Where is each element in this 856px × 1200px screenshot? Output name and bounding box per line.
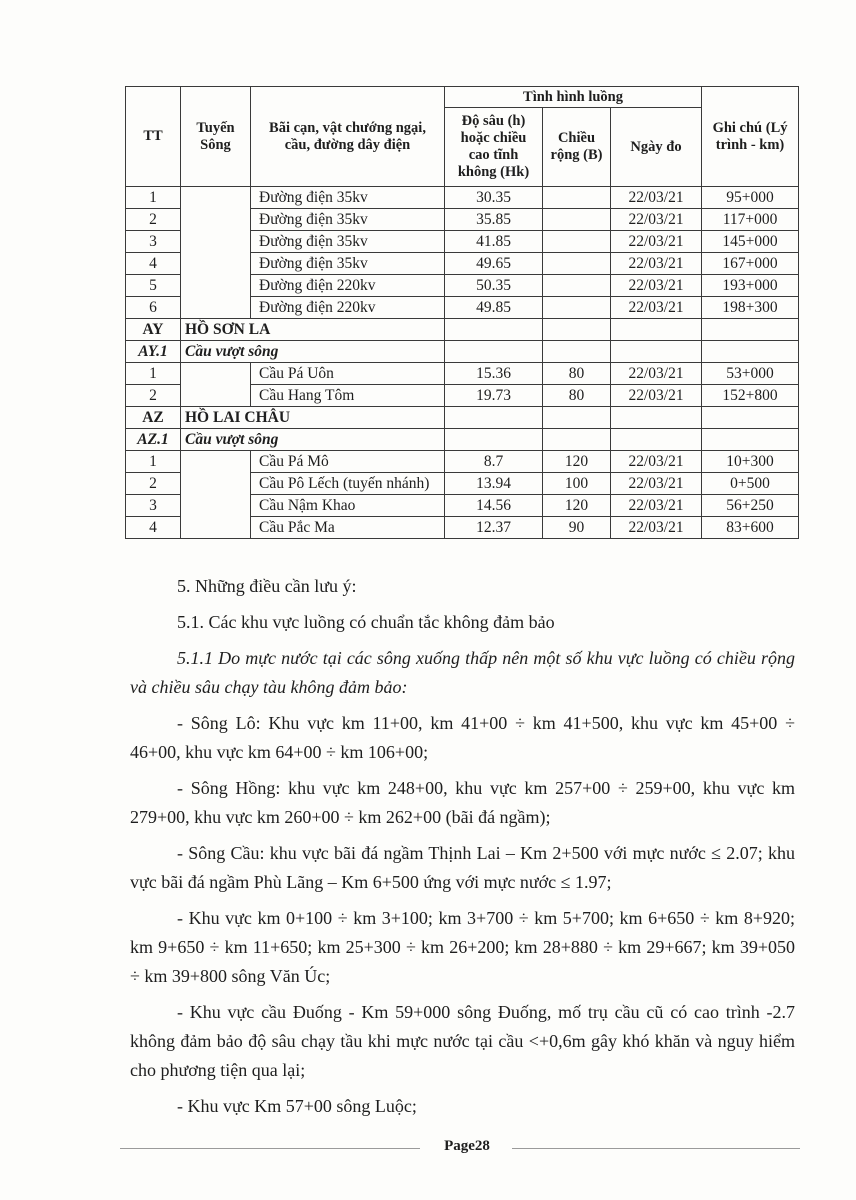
note-item: - Khu vực Km 57+00 sông Luộc; <box>177 1096 417 1116</box>
cell-tuyen-song <box>181 187 251 319</box>
cell-width: 80 <box>543 385 611 407</box>
cell-note: 198+300 <box>702 297 799 319</box>
cell-note: 145+000 <box>702 231 799 253</box>
header-bai-can: Bãi cạn, vật chướng ngại, cầu, đường dây điện <box>251 87 445 187</box>
empty-cell <box>445 429 543 451</box>
section-name: HỒ LAI CHÂU <box>181 407 445 429</box>
heading-5-1: 5.1. Các khu vực luồng có chuẩn tắc không đảm bảo <box>177 612 555 632</box>
section-code: AY <box>126 319 181 341</box>
cell-width: 100 <box>543 473 611 495</box>
cell-name: Cầu Pô Lếch (tuyến nhánh) <box>251 473 445 495</box>
cell-date: 22/03/21 <box>611 473 702 495</box>
cell-depth: 30.35 <box>445 187 543 209</box>
cell-name: Cầu Nậm Khao <box>251 495 445 517</box>
empty-cell <box>702 319 799 341</box>
cell-note: 56+250 <box>702 495 799 517</box>
note-item: - Sông Lô: Khu vực km 11+00, km 41+00 ÷ km 41+500, khu vực km 45+00 ÷ 46+00, khu vực km 64+00 ÷ km 106+00; <box>130 713 795 762</box>
cell-name: Đường điện 35kv <box>251 231 445 253</box>
cell-width: 80 <box>543 363 611 385</box>
cell-width: 120 <box>543 451 611 473</box>
empty-cell <box>445 407 543 429</box>
cell-tt: 3 <box>126 231 181 253</box>
cell-depth: 8.7 <box>445 451 543 473</box>
cell-depth: 35.85 <box>445 209 543 231</box>
section-code: AZ <box>126 407 181 429</box>
cell-width: 120 <box>543 495 611 517</box>
empty-cell <box>702 407 799 429</box>
cell-name: Cầu Pá Mô <box>251 451 445 473</box>
cell-date: 22/03/21 <box>611 517 702 539</box>
empty-cell <box>543 429 611 451</box>
cell-name: Đường điện 35kv <box>251 187 445 209</box>
heading-5: 5. Những điều cần lưu ý: <box>177 576 357 596</box>
table-row <box>126 187 799 209</box>
footer-rule-left <box>120 1148 420 1149</box>
header-tuyen-song: Tuyến Sông <box>181 87 251 187</box>
cell-tt: 2 <box>126 209 181 231</box>
cell-name: Đường điện 220kv <box>251 275 445 297</box>
table-header-row <box>126 87 799 108</box>
cell-width <box>543 231 611 253</box>
cell-name: Cầu Pắc Ma <box>251 517 445 539</box>
cell-date: 22/03/21 <box>611 385 702 407</box>
cell-depth: 19.73 <box>445 385 543 407</box>
page-footer <box>120 1138 800 1158</box>
empty-cell <box>543 407 611 429</box>
cell-tt: 1 <box>126 363 181 385</box>
cell-tt: 6 <box>126 297 181 319</box>
cell-tuyen-song <box>181 451 251 539</box>
cell-depth: 14.56 <box>445 495 543 517</box>
cell-note: 83+600 <box>702 517 799 539</box>
empty-cell <box>445 319 543 341</box>
cell-name: Đường điện 220kv <box>251 297 445 319</box>
cell-width <box>543 297 611 319</box>
table-row <box>126 451 799 473</box>
cell-tt: 4 <box>126 517 181 539</box>
cell-date: 22/03/21 <box>611 253 702 275</box>
empty-cell <box>611 429 702 451</box>
cell-tt: 2 <box>126 473 181 495</box>
cell-date: 22/03/21 <box>611 451 702 473</box>
cell-note: 53+000 <box>702 363 799 385</box>
section-name: HỒ SƠN LA <box>181 319 445 341</box>
cell-tt: 1 <box>126 451 181 473</box>
cell-date: 22/03/21 <box>611 495 702 517</box>
empty-cell <box>543 319 611 341</box>
subsection-code: AZ.1 <box>126 429 181 451</box>
cell-depth: 15.36 <box>445 363 543 385</box>
heading-5-1-1: 5.1.1 Do mực nước tại các sông xuống thấp nên một số khu vực luồng có chiều rộng và chiều sâu chạy tàu không đảm bảo: <box>130 648 795 697</box>
cell-tt: 1 <box>126 187 181 209</box>
table-row <box>126 363 799 385</box>
empty-cell <box>611 407 702 429</box>
note-item: - Sông Hồng: khu vực km 248+00, khu vực km 257+00 ÷ 259+00, khu vực km 279+00, khu vực km 260+00 ÷ km 262+00 (bãi đá ngầm); <box>130 778 795 827</box>
cell-date: 22/03/21 <box>611 187 702 209</box>
cell-note: 0+500 <box>702 473 799 495</box>
cell-depth: 49.85 <box>445 297 543 319</box>
cell-tt: 4 <box>126 253 181 275</box>
section-row-ay <box>126 319 799 341</box>
cell-width <box>543 275 611 297</box>
header-chieu-rong: Chiều rộng (B) <box>543 108 611 187</box>
cell-date: 22/03/21 <box>611 209 702 231</box>
note-item: - Sông Cầu: khu vực bãi đá ngầm Thịnh Lai – Km 2+500 với mực nước ≤ 2.07; khu vực bãi đá ngầm Phù Lãng – Km 6+500 ứng với mực nước ≤ 1.97; <box>130 843 795 892</box>
cell-note: 167+000 <box>702 253 799 275</box>
page-number: Page28 <box>444 1138 490 1154</box>
empty-cell <box>543 341 611 363</box>
cell-date: 22/03/21 <box>611 363 702 385</box>
header-tinh-hinh-luong: Tình hình luồng <box>445 87 702 108</box>
cell-note: 193+000 <box>702 275 799 297</box>
empty-cell <box>445 341 543 363</box>
cell-depth: 49.65 <box>445 253 543 275</box>
cell-depth: 13.94 <box>445 473 543 495</box>
cell-date: 22/03/21 <box>611 297 702 319</box>
cell-tt: 2 <box>126 385 181 407</box>
note-item: - Khu vực cầu Đuống - Km 59+000 sông Đuống, mố trụ cầu cũ có cao trình -2.7 không đảm bảo độ sâu chạy tầu khi mực nước tại cầu <+0,6m gây khó khăn và nguy hiểm cho phương tiện qua lại; <box>130 1002 795 1080</box>
subsection-row-az1 <box>126 429 799 451</box>
empty-cell <box>702 429 799 451</box>
subsection-code: AY.1 <box>126 341 181 363</box>
notes-section <box>130 572 795 1128</box>
cell-name: Cầu Pá Uôn <box>251 363 445 385</box>
cell-name: Đường điện 35kv <box>251 253 445 275</box>
channel-status-table <box>125 86 799 539</box>
cell-tuyen-song <box>181 363 251 407</box>
cell-width: 90 <box>543 517 611 539</box>
cell-depth: 41.85 <box>445 231 543 253</box>
subsection-row-ay1 <box>126 341 799 363</box>
cell-date: 22/03/21 <box>611 275 702 297</box>
cell-name: Đường điện 35kv <box>251 209 445 231</box>
cell-note: 152+800 <box>702 385 799 407</box>
header-tt: TT <box>126 87 181 187</box>
cell-note: 95+000 <box>702 187 799 209</box>
cell-width <box>543 209 611 231</box>
cell-depth: 50.35 <box>445 275 543 297</box>
empty-cell <box>611 319 702 341</box>
cell-name: Cầu Hang Tôm <box>251 385 445 407</box>
cell-date: 22/03/21 <box>611 231 702 253</box>
header-ngay-do: Ngày đo <box>611 108 702 187</box>
subsection-name: Cầu vượt sông <box>181 341 445 363</box>
cell-depth: 12.37 <box>445 517 543 539</box>
cell-note: 117+000 <box>702 209 799 231</box>
cell-width <box>543 253 611 275</box>
subsection-name: Cầu vượt sông <box>181 429 445 451</box>
cell-width <box>543 187 611 209</box>
empty-cell <box>702 341 799 363</box>
note-item: - Khu vực km 0+100 ÷ km 3+100; km 3+700 ÷ km 5+700; km 6+650 ÷ km 8+920; km 9+650 ÷ km 11+650; km 25+300 ÷ km 26+200; km 28+880 ÷ km 29+667; km 39+050 ÷ km 39+800 sông Văn Úc; <box>130 908 795 986</box>
section-row-az <box>126 407 799 429</box>
cell-tt: 3 <box>126 495 181 517</box>
footer-rule-right <box>512 1148 800 1149</box>
empty-cell <box>611 341 702 363</box>
header-do-sau: Độ sâu (h) hoặc chiều cao tĩnh không (Hk) <box>445 108 543 187</box>
cell-note: 10+300 <box>702 451 799 473</box>
cell-tt: 5 <box>126 275 181 297</box>
header-ghi-chu: Ghi chú (Lý trình - km) <box>702 87 799 187</box>
